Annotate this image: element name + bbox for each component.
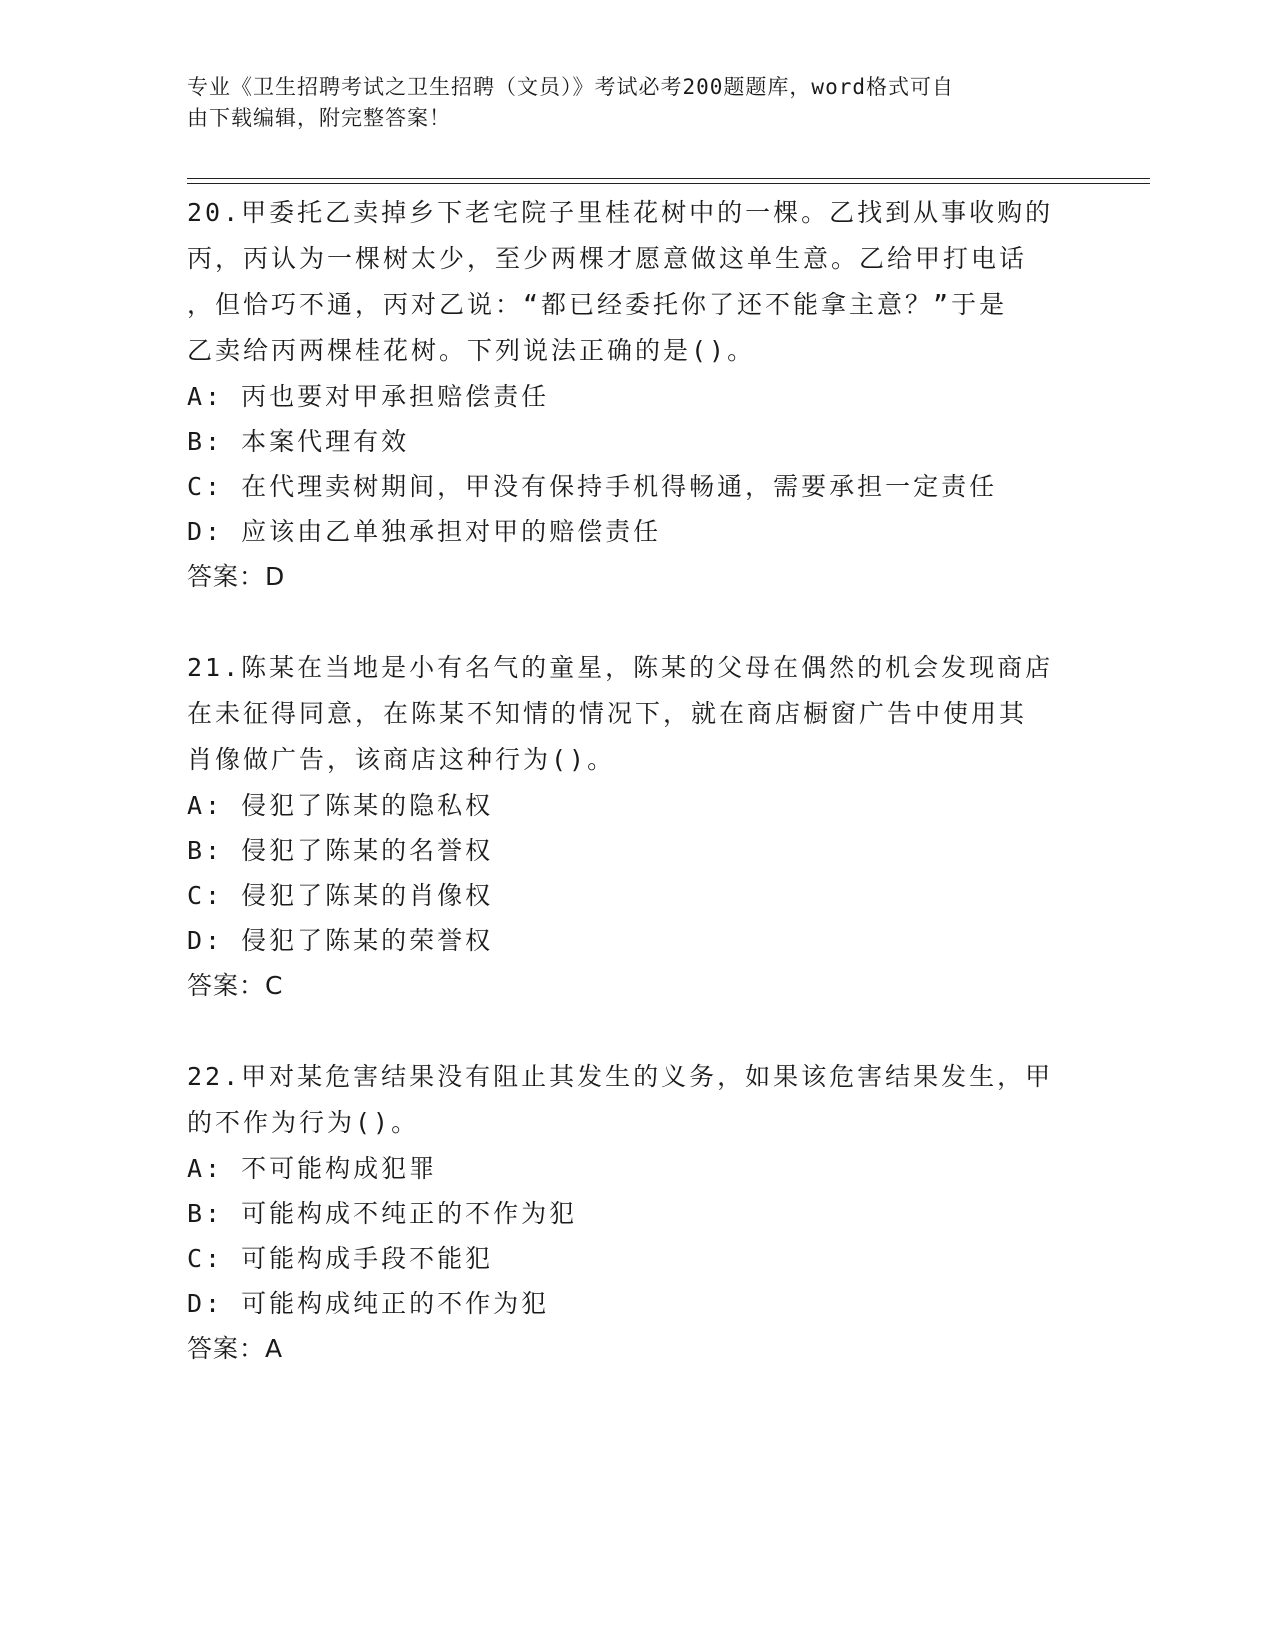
option-c: C: 可能构成手段不能犯 <box>187 1244 494 1273</box>
document-header <box>187 72 1067 134</box>
header-line-1: 专业《卫生招聘考试之卫生招聘（文员）》考试必考200题题库，word格式可自 <box>187 75 954 99</box>
option-c: C: 在代理卖树期间，甲没有保持手机得畅通，需要承担一定责任 <box>187 472 998 501</box>
option-b: B: 本案代理有效 <box>187 427 410 456</box>
header-divider-top <box>187 178 1150 179</box>
option-b: B: 可能构成不纯正的不作为犯 <box>187 1199 578 1228</box>
stem-line: 在未征得同意，在陈某不知情的情况下，就在商店橱窗广告中使用其 <box>187 699 1028 728</box>
option-b: B: 侵犯了陈某的名誉权 <box>187 836 494 865</box>
question-stem <box>187 190 1077 374</box>
stem-line: 乙卖给丙两棵桂花树。下列说法正确的是()。 <box>187 336 756 365</box>
stem-line: 22.甲对某危害结果没有阻止其发生的义务，如果该危害结果发生，甲 <box>187 1062 1054 1091</box>
option-d: D: 可能构成纯正的不作为犯 <box>187 1289 550 1318</box>
answer: 答案：D <box>187 562 286 591</box>
option-a: A: 丙也要对甲承担赔偿责任 <box>187 382 550 411</box>
option-a: A: 侵犯了陈某的隐私权 <box>187 791 494 820</box>
answer: 答案：C <box>187 971 284 1000</box>
stem-line: ，但恰巧不通，丙对乙说：“都已经委托你了还不能拿主意？”于是 <box>187 290 1008 319</box>
option-a: A: 不可能构成犯罪 <box>187 1154 438 1183</box>
option-c: C: 侵犯了陈某的肖像权 <box>187 881 494 910</box>
stem-line: 肖像做广告，该商店这种行为()。 <box>187 745 616 774</box>
question-22 <box>187 1054 1077 1372</box>
option-d: D: 侵犯了陈某的荣誉权 <box>187 926 494 955</box>
question-21 <box>187 645 1077 1009</box>
stem-line: 丙，丙认为一棵树太少，至少两棵才愿意做这单生意。乙给甲打电话 <box>187 244 1028 273</box>
question-stem <box>187 645 1077 783</box>
header-line-2: 由下载编辑，附完整答案！ <box>187 106 451 130</box>
stem-line: 的不作为行为()。 <box>187 1108 420 1137</box>
option-d: D: 应该由乙单独承担对甲的赔偿责任 <box>187 517 662 546</box>
header-divider-bottom <box>187 183 1150 184</box>
answer: 答案：A <box>187 1334 284 1363</box>
stem-line: 21.陈某在当地是小有名气的童星，陈某的父母在偶然的机会发现商店 <box>187 653 1054 682</box>
stem-line: 20.甲委托乙卖掉乡下老宅院子里桂花树中的一棵。乙找到从事收购的 <box>187 198 1054 227</box>
question-stem <box>187 1054 1077 1146</box>
question-20 <box>187 190 1077 600</box>
